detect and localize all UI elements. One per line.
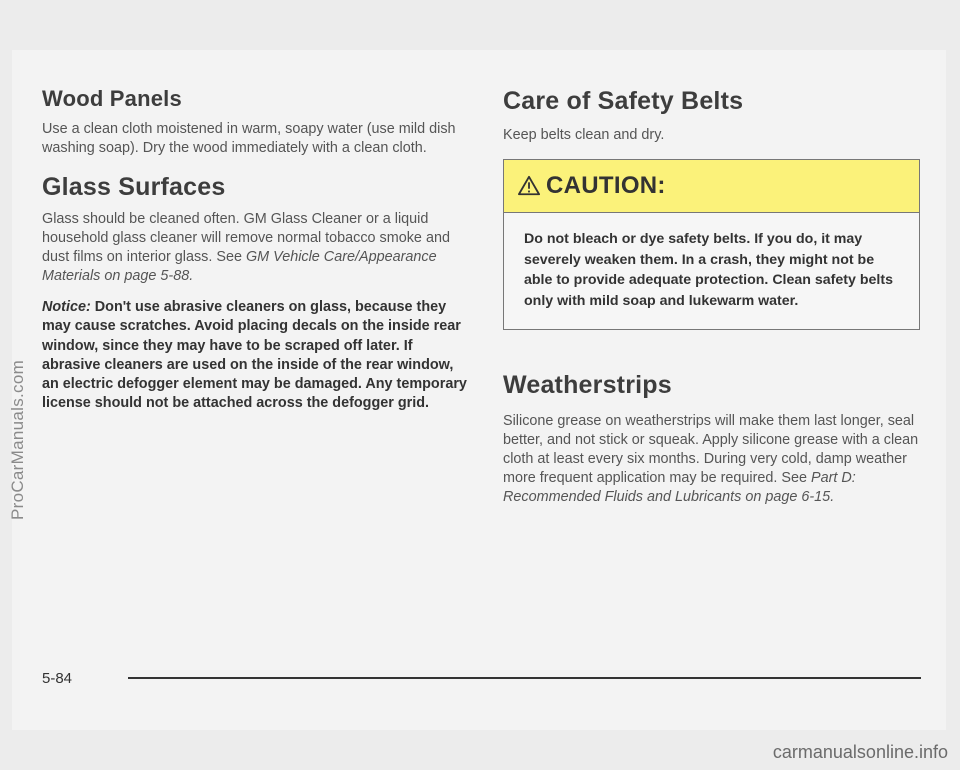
weather-text: Silicone grease on weatherstrips will make them last longer, seal better, and not stick or squeak. Apply silicone grease with a clean cloth at least every six months. During very cold, damp weather more frequent application may be required. See xyxy=(503,413,919,486)
wood-panels-heading: Wood Panels xyxy=(42,86,182,111)
page-number: 5-84 xyxy=(42,670,73,687)
caution-text: Do not bleach or dye safety belts. If you do, it may severely weaken them. In a crash, they might not be able to provide adequate protection. Clean safety belts only with mild soap and lukewarm water. xyxy=(524,231,893,309)
weatherstrips-text xyxy=(503,412,923,507)
right-column xyxy=(503,86,923,507)
notice-text: Don't use abrasive cleaners on glass, because they may cause scratches. Avoid placing decals on the inside rear window, since they may have to be scraped off later. If abrasive cleaners are used on the inside of the rear window, an electric defogger element may be damaged. Any temporary license should not be attached across the defogger grid. xyxy=(42,299,467,412)
safety-belts-heading: Care of Safety Belts xyxy=(503,87,744,115)
caution-box xyxy=(503,159,920,330)
weather-reference: Part D: Recommended Fluids and Lubricants on page 6-15. xyxy=(503,470,856,505)
notice-label: Notice: xyxy=(42,299,91,315)
glass-reference: GM Vehicle Care/Appearance Materials on page 5-88. xyxy=(42,249,437,284)
bottom-watermark: carmanualsonline.info xyxy=(772,742,948,762)
caution-title: CAUTION: xyxy=(546,172,666,199)
caution-header xyxy=(504,160,919,213)
weatherstrips-heading: Weatherstrips xyxy=(503,371,672,399)
wood-panels-text: Use a clean cloth moistened in warm, soapy water (use mild dish washing soap). Dry the wood immediately with a clean cloth. xyxy=(42,121,456,156)
warning-triangle-icon xyxy=(518,175,540,197)
footer-rule xyxy=(128,677,921,679)
safety-belts-text: Keep belts clean and dry. xyxy=(503,127,665,143)
side-watermark: ProCarManuals.com xyxy=(8,359,27,520)
left-column xyxy=(42,86,467,414)
glass-text: Glass should be cleaned often. GM Glass Cleaner or a liquid household glass cleaner will remove normal tobacco smoke and dust films on interior glass. See xyxy=(42,211,450,265)
glass-surfaces-heading: Glass Surfaces xyxy=(42,173,226,201)
notice-paragraph xyxy=(42,298,467,414)
glass-surfaces-text xyxy=(42,210,467,286)
